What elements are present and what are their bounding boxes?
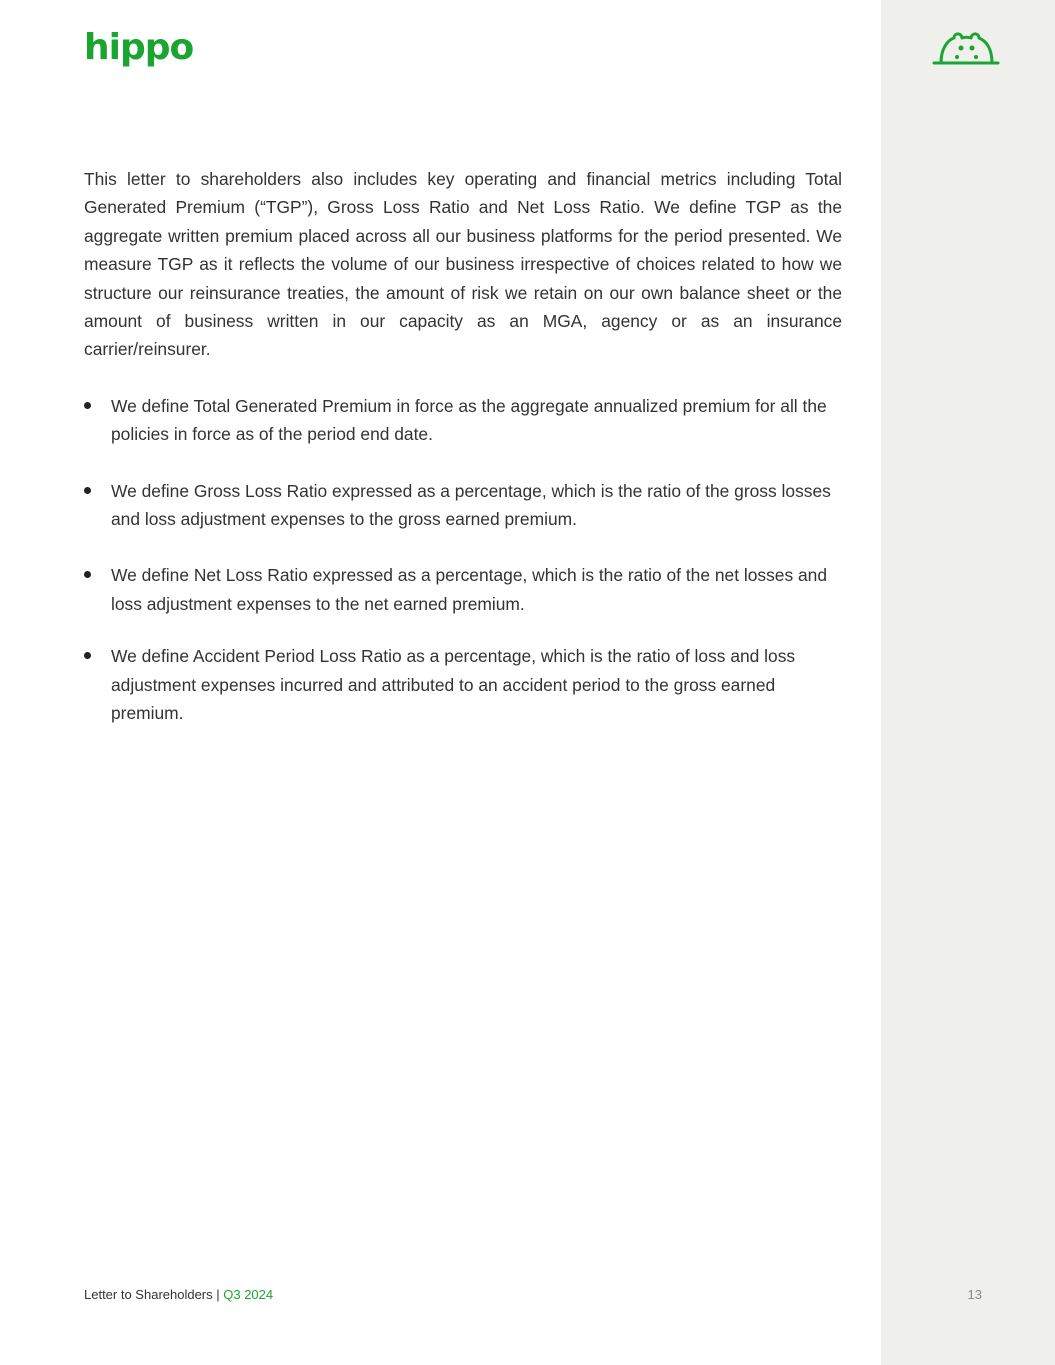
list-item bbox=[84, 642, 842, 727]
footer-doc-title: Letter to Shareholders | bbox=[84, 1287, 224, 1302]
main-content bbox=[84, 165, 842, 728]
list-item-text: We define Total Generated Premium in force as the aggregate annualized premium for all the policies in force as of the period end date. bbox=[111, 395, 827, 445]
definitions-list bbox=[84, 392, 842, 728]
list-item bbox=[84, 392, 842, 449]
bullet-icon bbox=[84, 487, 91, 494]
bullet-icon bbox=[84, 652, 91, 659]
list-item bbox=[84, 561, 842, 618]
bullet-icon bbox=[84, 571, 91, 578]
list-item-text: We define Net Loss Ratio expressed as a percentage, which is the ratio of the net losses and loss adjustment expenses to the net earned premium. bbox=[111, 565, 828, 614]
bullet-icon bbox=[84, 402, 91, 409]
hippo-logo: hippo bbox=[84, 27, 194, 68]
list-item-text: We define Gross Loss Ratio expressed as a percentage, which is the ratio of the gross losses and loss adjustment expenses to the gross earned premium. bbox=[111, 480, 831, 530]
footer-title bbox=[84, 1286, 273, 1304]
intro-paragraph: This letter to shareholders also includes key operating and financial metrics including Total Generated Premium (“TGP”), Gross Loss Ratio and Net Loss Ratio. We define TGP as the aggregate written premium placed across all our business platforms for the period presented. We measure TGP as it reflects the volume of our business irrespective of choices related to how we structure our reinsurance treaties, the amount of risk we retain on our own balance sheet or the amount of business written in our capacity as an MGA, agency or as an insurance carrier/reinsurer. bbox=[84, 169, 842, 360]
page-number: 13 bbox=[967, 1287, 982, 1302]
sidebar-panel bbox=[881, 0, 1055, 1365]
hippo-mascot-icon bbox=[932, 30, 1000, 66]
list-item-text: We define Accident Period Loss Ratio as a percentage, which is the ratio of loss and loss adjustment expenses incurred and attributed to an accident period to the gross earned premium. bbox=[111, 646, 796, 724]
list-item bbox=[84, 477, 842, 534]
footer-quarter: Q3 2024 bbox=[223, 1287, 274, 1302]
